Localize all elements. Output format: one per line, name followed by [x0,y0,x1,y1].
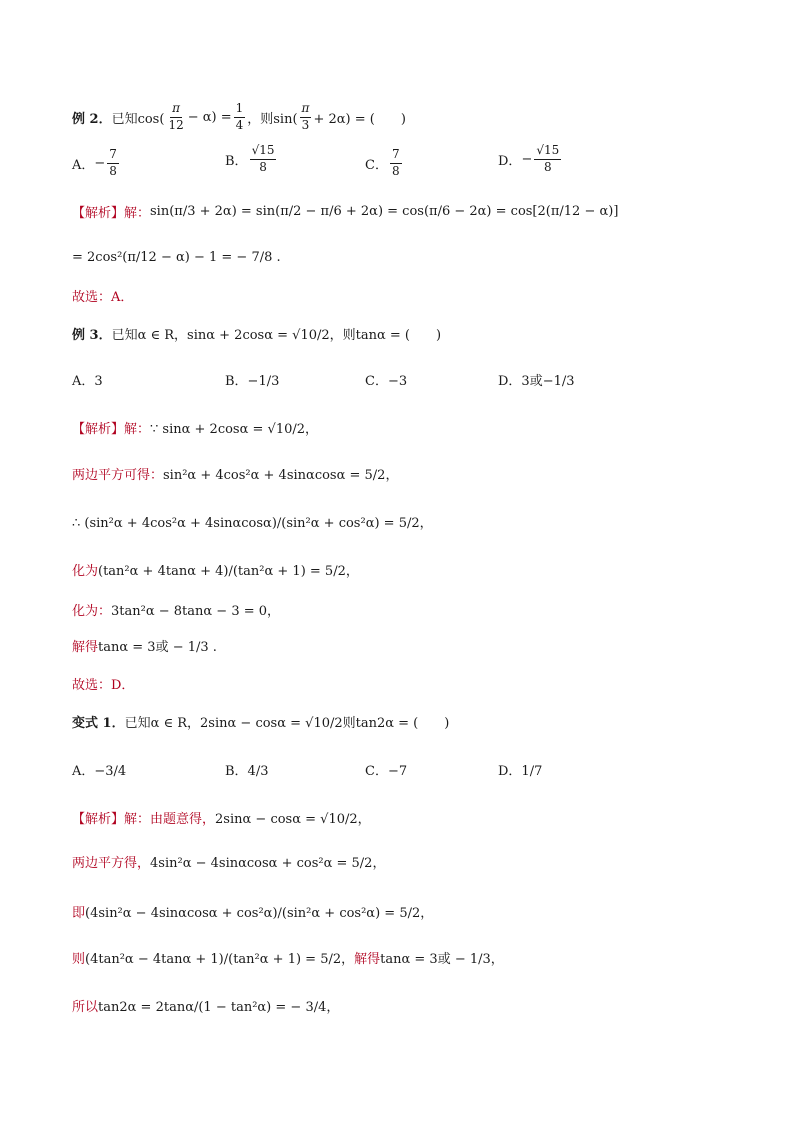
ex3-answer: 故选：D． [72,678,135,693]
analysis-tag: 【解析】解： [72,206,151,221]
var1-option-b: B．4/3 [225,764,269,779]
ex3-option-b: B．−1/3 [225,374,280,389]
ex3-analysis-line5: 化为： 3tan²α − 8tanα − 3 = 0， [72,604,281,619]
var1-analysis-line2: 两边平方得， 4sin²α − 4sinαcosα + cos²α = 5/2， [72,856,386,871]
ex3-option-a: A．3 [72,374,103,389]
ex2-analysis-line2: = 2cos²(π/12 − α) − 1 = − 7/8 . [72,250,281,265]
ex3-analysis-line4: 化为 (tan²α + 4tanα + 4)/(tan²α + 1) = 5/2， [72,564,359,579]
ex2-option-d: D． − $\frac{√15}{8}$ [498,143,560,174]
ex2-analysis-line1: 【解析】解： sin(π/3 + 2α) = sin(π/2 − π/6 + 2α) = cos(π/6 − 2α) = cos[2(π/12 − α)] [72,204,619,221]
var1-analysis-line1: 【解析】解： 由题意得， 2sinα − cosα = √10/2， [72,812,371,827]
ex3-analysis-line3: ∴ (sin²α + 4cos²α + 4sinαcosα)/(sin²α + cos²α) = 5/2， [72,516,433,531]
ex3-analysis-line1: 【解析】解： ∵ sinα + 2cosα = √10/2， [72,422,319,437]
var1-analysis-line4: 则 (4tan²α − 4tanα + 1)/(tan²α + 1) = 5/2， 解得 tanα = 3或 − 1/3， [72,952,504,967]
var1-analysis-line3: 即 (4sin²α − 4sinαcosα + cos²α)/(sin²α + cos²α) = 5/2， [72,906,434,921]
var1-option-c: C．−7 [365,764,408,779]
ex3-analysis-line6: 解得 tanα = 3或 − 1/3 . [72,640,217,655]
var1-question: 变式 1． 已知α ∈ R，2sinα − cosα = √10/2则tan2α = ( ) [72,712,449,731]
ex3-option-d: D．3或−1/3 [498,374,575,389]
ex2-answer: 故选：A． [72,290,134,305]
ex2-question: 例 2． 已知cos( $\frac{\pi}{12}$ − α) = $\frac{1}{4}$ ，则sin( $\frac{\pi}{3}$ + 2α) = ( ) [72,101,406,132]
ex2-option-a: A． − $\frac{7}{8}$ [72,147,117,178]
var1-label: 变式 1． [72,716,125,731]
ex3-label: 例 3． [72,328,112,343]
ex3-question: 例 3． 已知α ∈ R，sinα + 2cosα = √10/2，则tanα = ( ) [72,324,441,343]
ex2-label: 例 2． [72,111,112,127]
ex2-option-b: B． $\frac{√15}{8}$ [225,143,275,174]
ex3-option-c: C．−3 [365,374,408,389]
ex3-analysis-line2: 两边平方可得： sin²α + 4cos²α + 4sinαcosα = 5/2， [72,468,399,483]
var1-option-d: D．1/7 [498,764,543,779]
var1-analysis-line5: 所以 tan2α = 2tanα/(1 − tan²α) = − 3/4， [72,1000,340,1015]
ex2-option-c: C． $\frac{7}{8}$ [365,147,400,178]
var1-option-a: A．−3/4 [72,764,127,779]
